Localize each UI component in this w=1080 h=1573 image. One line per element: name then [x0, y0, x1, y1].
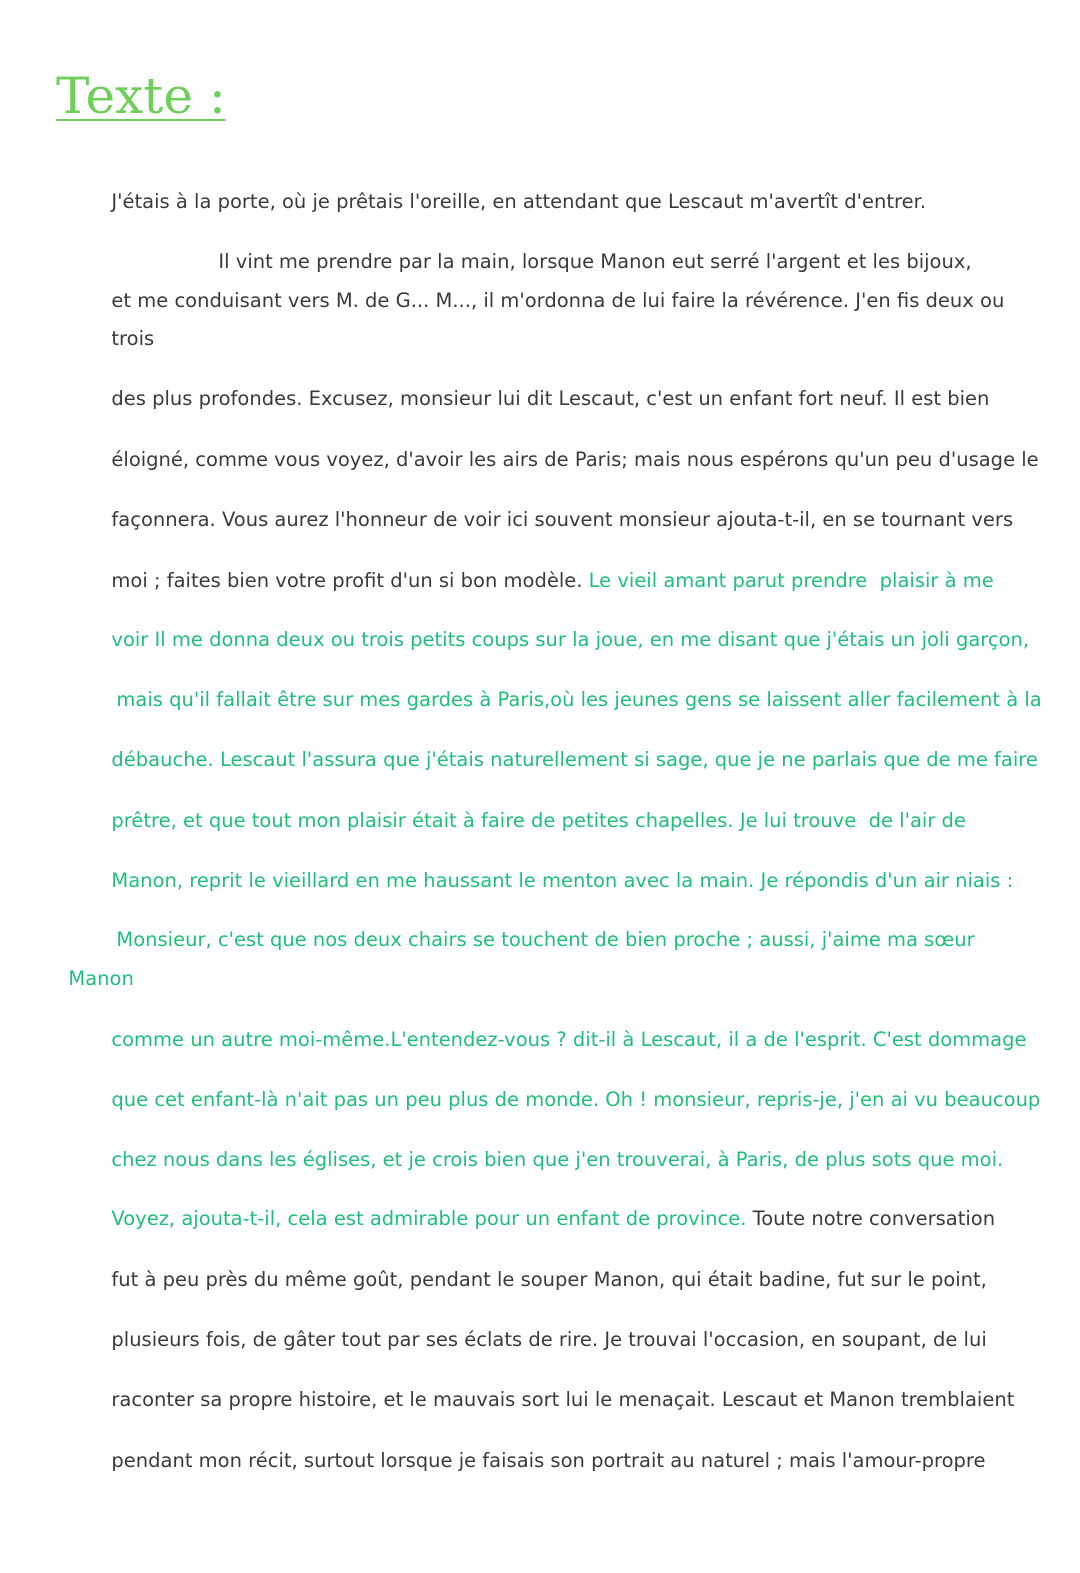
text-line-14 — [104, 895, 975, 955]
line-text-green: Manon, reprit le vieillard en me haussant le menton avec la main. Je répondis d'un air niais : — [111, 869, 1014, 892]
line-text: pendant mon récit, surtout lorsque je faisais son portrait au naturel ; mais l'amour-propre — [111, 1449, 986, 1472]
text-line-4 — [99, 294, 154, 354]
line-text-green: Manon — [68, 967, 134, 990]
line-text-green: comme un autre moi-même.L'entendez-vous ? dit-il à Lescaut, il a de l'esprit. C'est dommage — [111, 1028, 1027, 1051]
text-line-21 — [99, 1295, 987, 1355]
text-line-11 — [99, 715, 1038, 775]
text-line-23 — [99, 1416, 985, 1476]
line-text-green: Monsieur, c'est que nos deux chairs se touchent de bien proche ; aussi, j'aime ma sœur — [116, 928, 975, 951]
line-text: et me conduisant vers M. de G... M..., il m'ordonna de lui faire la révérence. J'en fis deux ou — [111, 289, 1005, 312]
line-text-green: que cet enfant-là n'ait pas un peu plus de monde. Oh ! monsieur, repris-je, j'en ai vu beaucoup — [111, 1088, 1041, 1111]
line-text: trois — [111, 327, 155, 350]
text-line-8 — [99, 536, 994, 596]
line-text: Il vint me prendre par la main, lorsque Manon eut serré l'argent et les bijoux, — [218, 250, 972, 273]
text-line-19 — [99, 1174, 995, 1234]
line-text-green: voir Il me donna deux ou trois petits coups sur la joue, en me disant que j'étais un joli garçon, — [111, 628, 1030, 651]
line-text: Toute notre conversation — [746, 1207, 996, 1230]
text-line-5 — [99, 354, 989, 414]
line-text-green: mais qu'il fallait être sur mes gardes à Paris,où les jeunes gens se laissent aller facilement à la — [116, 688, 1042, 711]
text-line-6 — [99, 415, 1039, 475]
line-text: moi ; faites bien votre profit d'un si bon modèle. — [111, 569, 589, 592]
line-text-green: chez nous dans les églises, et je crois bien que j'en trouverai, à Paris, de plus sots que moi. — [111, 1148, 1004, 1171]
line-text-green: Voyez, ajouta-t-il, cela est admirable pour un enfant de province. — [111, 1207, 747, 1230]
text-line-17 — [99, 1055, 1040, 1115]
line-text: plusieurs fois, de gâter tout par ses éclats de rire. Je trouvai l'occasion, en soupant, de lui — [111, 1328, 987, 1351]
text-line-16 — [99, 995, 1026, 1055]
line-text: éloigné, comme vous voyez, d'avoir les airs de Paris; mais nous espérons qu'un peu d'usage le — [111, 448, 1039, 471]
text-line-12 — [99, 776, 966, 836]
line-text-green: prêtre, et que tout mon plaisir était à faire de petites chapelles. Je lui trouve de l'air de — [111, 809, 966, 832]
line-text-green: débauche. Lescaut l'assura que j'étais naturellement si sage, que je ne parlais que de me faire — [111, 748, 1038, 771]
text-line-18 — [99, 1115, 1003, 1175]
text-line-13 — [99, 836, 1013, 896]
text-line-10 — [104, 655, 1042, 715]
text-line-1 — [99, 157, 926, 217]
line-text: des plus profondes. Excusez, monsieur lui dit Lescaut, c'est un enfant fort neuf. Il est bien — [111, 387, 990, 410]
line-text: façonnera. Vous aurez l'honneur de voir ici souvent monsieur ajouta-t-il, en se tournant vers — [111, 508, 1014, 531]
text-line-9 — [99, 595, 1029, 655]
line-text: raconter sa propre histoire, et le mauvais sort lui le menaçait. Lescaut et Manon tremblaient — [111, 1388, 1015, 1411]
text-line-22 — [99, 1355, 1014, 1415]
line-text-green: Le vieil amant parut prendre plaisir à me — [588, 569, 994, 592]
page-title: Texte : — [56, 67, 226, 125]
line-text: fut à peu près du même goût, pendant le souper Manon, qui était badine, fut sur le point, — [111, 1268, 987, 1291]
text-line-7 — [99, 475, 1013, 535]
line-text: J'étais à la porte, où je prêtais l'oreille, en attendant que Lescaut m'avertît d'entrer. — [111, 190, 927, 213]
text-line-15 — [56, 934, 134, 994]
text-line-20 — [99, 1235, 987, 1295]
text-line-3 — [99, 256, 1004, 316]
